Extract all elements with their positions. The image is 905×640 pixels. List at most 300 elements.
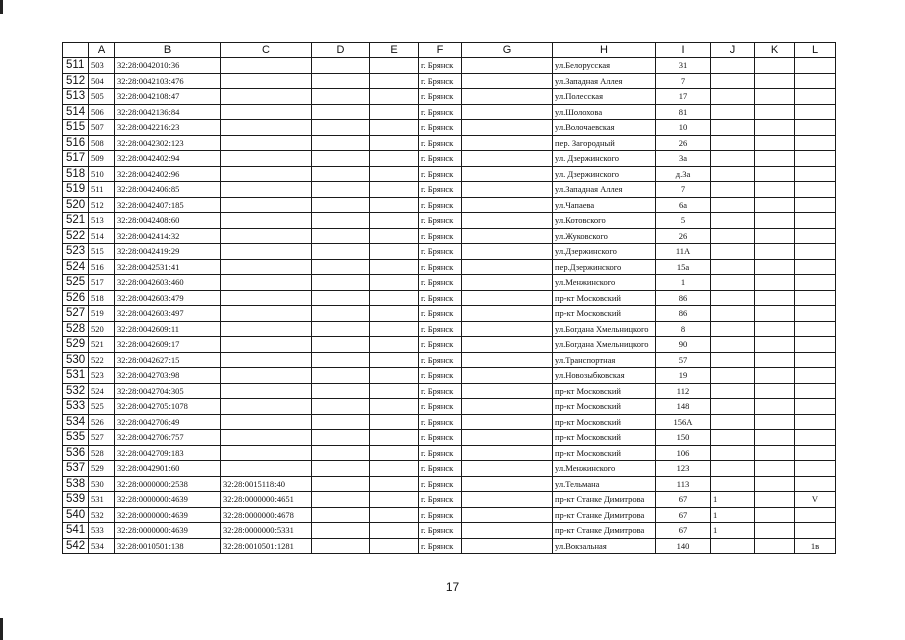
cell-b[interactable]: 32:28:0042609:17: [115, 337, 221, 353]
cell-d[interactable]: [312, 337, 370, 353]
cell-h[interactable]: пр-кт Московский: [553, 306, 656, 322]
cell-g[interactable]: [462, 259, 553, 275]
cell-b[interactable]: 32:28:0042103:476: [115, 73, 221, 89]
cell-i[interactable]: 10: [656, 120, 711, 136]
cell-j[interactable]: [711, 414, 755, 430]
cell-i[interactable]: 81: [656, 104, 711, 120]
row-header[interactable]: 530: [63, 352, 89, 368]
cell-k[interactable]: [755, 259, 795, 275]
cell-l[interactable]: [795, 337, 836, 353]
cell-k[interactable]: [755, 368, 795, 384]
cell-a[interactable]: 525: [89, 399, 115, 415]
cell-j[interactable]: [711, 337, 755, 353]
row-header[interactable]: 541: [63, 523, 89, 539]
row-header[interactable]: 535: [63, 430, 89, 446]
cell-j[interactable]: [711, 197, 755, 213]
cell-l[interactable]: [795, 213, 836, 229]
cell-d[interactable]: [312, 166, 370, 182]
cell-f[interactable]: г. Брянск: [419, 275, 462, 291]
row-header[interactable]: 513: [63, 89, 89, 105]
column-header-g[interactable]: G: [462, 43, 553, 58]
cell-e[interactable]: [370, 228, 419, 244]
cell-a[interactable]: 522: [89, 352, 115, 368]
cell-f[interactable]: г. Брянск: [419, 430, 462, 446]
column-header-k[interactable]: K: [755, 43, 795, 58]
cell-g[interactable]: [462, 368, 553, 384]
cell-d[interactable]: [312, 507, 370, 523]
cell-g[interactable]: [462, 414, 553, 430]
cell-c[interactable]: [221, 321, 312, 337]
cell-j[interactable]: [711, 538, 755, 554]
cell-e[interactable]: [370, 259, 419, 275]
cell-k[interactable]: [755, 492, 795, 508]
cell-e[interactable]: [370, 492, 419, 508]
cell-f[interactable]: г. Брянск: [419, 461, 462, 477]
cell-d[interactable]: [312, 89, 370, 105]
cell-j[interactable]: [711, 321, 755, 337]
cell-g[interactable]: [462, 275, 553, 291]
cell-c[interactable]: [221, 399, 312, 415]
cell-g[interactable]: [462, 399, 553, 415]
cell-c[interactable]: [221, 383, 312, 399]
cell-l[interactable]: [795, 321, 836, 337]
cell-e[interactable]: [370, 89, 419, 105]
cell-i[interactable]: 112: [656, 383, 711, 399]
cell-d[interactable]: [312, 414, 370, 430]
cell-g[interactable]: [462, 538, 553, 554]
cell-h[interactable]: ул.Котовского: [553, 213, 656, 229]
cell-b[interactable]: 32:28:0042531:41: [115, 259, 221, 275]
cell-g[interactable]: [462, 445, 553, 461]
cell-j[interactable]: [711, 383, 755, 399]
cell-a[interactable]: 521: [89, 337, 115, 353]
cell-e[interactable]: [370, 275, 419, 291]
cell-b[interactable]: 32:28:0000000:4639: [115, 492, 221, 508]
cell-d[interactable]: [312, 228, 370, 244]
cell-e[interactable]: [370, 352, 419, 368]
cell-g[interactable]: [462, 244, 553, 260]
column-header-i[interactable]: I: [656, 43, 711, 58]
cell-f[interactable]: г. Брянск: [419, 523, 462, 539]
row-header[interactable]: 528: [63, 321, 89, 337]
cell-k[interactable]: [755, 73, 795, 89]
cell-h[interactable]: ул.Шолохова: [553, 104, 656, 120]
cell-k[interactable]: [755, 445, 795, 461]
cell-k[interactable]: [755, 151, 795, 167]
cell-k[interactable]: [755, 228, 795, 244]
cell-g[interactable]: [462, 507, 553, 523]
cell-k[interactable]: [755, 275, 795, 291]
cell-l[interactable]: [795, 120, 836, 136]
cell-d[interactable]: [312, 538, 370, 554]
cell-j[interactable]: [711, 275, 755, 291]
cell-b[interactable]: 32:28:0042603:479: [115, 290, 221, 306]
cell-j[interactable]: [711, 430, 755, 446]
cell-i[interactable]: д.3а: [656, 166, 711, 182]
cell-l[interactable]: [795, 135, 836, 151]
cell-c[interactable]: [221, 306, 312, 322]
cell-i[interactable]: 106: [656, 445, 711, 461]
cell-a[interactable]: 515: [89, 244, 115, 260]
cell-k[interactable]: [755, 89, 795, 105]
cell-k[interactable]: [755, 290, 795, 306]
row-header[interactable]: 521: [63, 213, 89, 229]
cell-g[interactable]: [462, 135, 553, 151]
cell-c[interactable]: [221, 445, 312, 461]
cell-h[interactable]: ул.Менжинского: [553, 461, 656, 477]
cell-c[interactable]: [221, 275, 312, 291]
row-header[interactable]: 520: [63, 197, 89, 213]
cell-j[interactable]: [711, 182, 755, 198]
cell-k[interactable]: [755, 321, 795, 337]
cell-e[interactable]: [370, 120, 419, 136]
cell-j[interactable]: [711, 399, 755, 415]
cell-g[interactable]: [462, 73, 553, 89]
cell-l[interactable]: [795, 89, 836, 105]
cell-l[interactable]: [795, 290, 836, 306]
cell-k[interactable]: [755, 538, 795, 554]
cell-i[interactable]: 123: [656, 461, 711, 477]
cell-l[interactable]: [795, 166, 836, 182]
cell-d[interactable]: [312, 104, 370, 120]
cell-b[interactable]: 32:28:0000000:4639: [115, 507, 221, 523]
cell-j[interactable]: [711, 461, 755, 477]
cell-b[interactable]: 32:28:0042603:497: [115, 306, 221, 322]
row-header[interactable]: 526: [63, 290, 89, 306]
cell-c[interactable]: [221, 228, 312, 244]
cell-b[interactable]: 32:28:0042010:36: [115, 58, 221, 74]
cell-e[interactable]: [370, 151, 419, 167]
cell-j[interactable]: 1: [711, 492, 755, 508]
cell-k[interactable]: [755, 414, 795, 430]
cell-f[interactable]: г. Брянск: [419, 368, 462, 384]
cell-h[interactable]: пр-кт Московский: [553, 383, 656, 399]
cell-j[interactable]: [711, 58, 755, 74]
row-header[interactable]: 536: [63, 445, 89, 461]
column-header-c[interactable]: C: [221, 43, 312, 58]
row-header[interactable]: 533: [63, 399, 89, 415]
column-header-e[interactable]: E: [370, 43, 419, 58]
cell-e[interactable]: [370, 337, 419, 353]
row-header[interactable]: 515: [63, 120, 89, 136]
cell-l[interactable]: [795, 507, 836, 523]
cell-a[interactable]: 518: [89, 290, 115, 306]
cell-a[interactable]: 526: [89, 414, 115, 430]
cell-l[interactable]: [795, 244, 836, 260]
cell-b[interactable]: 32:28:0042402:94: [115, 151, 221, 167]
cell-h[interactable]: ул.Жуковского: [553, 228, 656, 244]
cell-c[interactable]: [221, 120, 312, 136]
cell-a[interactable]: 531: [89, 492, 115, 508]
cell-i[interactable]: 90: [656, 337, 711, 353]
cell-a[interactable]: 504: [89, 73, 115, 89]
cell-k[interactable]: [755, 244, 795, 260]
cell-h[interactable]: ул. Дзержинского: [553, 151, 656, 167]
cell-l[interactable]: [795, 151, 836, 167]
cell-g[interactable]: [462, 337, 553, 353]
row-header[interactable]: 518: [63, 166, 89, 182]
cell-h[interactable]: ул. Дзержинского: [553, 166, 656, 182]
cell-k[interactable]: [755, 430, 795, 446]
cell-l[interactable]: [795, 383, 836, 399]
cell-i[interactable]: 5: [656, 213, 711, 229]
cell-k[interactable]: [755, 182, 795, 198]
cell-g[interactable]: [462, 166, 553, 182]
cell-c[interactable]: [221, 337, 312, 353]
cell-b[interactable]: 32:28:0042709:183: [115, 445, 221, 461]
cell-i[interactable]: 156А: [656, 414, 711, 430]
cell-i[interactable]: 31: [656, 58, 711, 74]
cell-c[interactable]: [221, 104, 312, 120]
cell-a[interactable]: 505: [89, 89, 115, 105]
cell-b[interactable]: 32:28:0042609:11: [115, 321, 221, 337]
cell-c[interactable]: [221, 461, 312, 477]
cell-d[interactable]: [312, 259, 370, 275]
cell-d[interactable]: [312, 135, 370, 151]
cell-a[interactable]: 532: [89, 507, 115, 523]
cell-h[interactable]: ул.Западная Аллея: [553, 73, 656, 89]
cell-i[interactable]: 26: [656, 228, 711, 244]
cell-h[interactable]: пр-кт Московский: [553, 445, 656, 461]
cell-c[interactable]: [221, 73, 312, 89]
cell-k[interactable]: [755, 166, 795, 182]
cell-e[interactable]: [370, 135, 419, 151]
cell-l[interactable]: [795, 399, 836, 415]
cell-c[interactable]: [221, 290, 312, 306]
column-header-j[interactable]: J: [711, 43, 755, 58]
cell-h[interactable]: пер.Дзержинского: [553, 259, 656, 275]
cell-f[interactable]: г. Брянск: [419, 321, 462, 337]
cell-h[interactable]: ул.Дзержинского: [553, 244, 656, 260]
row-header[interactable]: 514: [63, 104, 89, 120]
cell-l[interactable]: V: [795, 492, 836, 508]
cell-c[interactable]: [221, 244, 312, 260]
cell-k[interactable]: [755, 58, 795, 74]
cell-k[interactable]: [755, 399, 795, 415]
cell-b[interactable]: 32:28:0042136:84: [115, 104, 221, 120]
cell-j[interactable]: [711, 352, 755, 368]
cell-a[interactable]: 503: [89, 58, 115, 74]
column-header-a[interactable]: A: [89, 43, 115, 58]
cell-f[interactable]: г. Брянск: [419, 352, 462, 368]
cell-i[interactable]: 6а: [656, 197, 711, 213]
cell-e[interactable]: [370, 383, 419, 399]
row-header[interactable]: 527: [63, 306, 89, 322]
cell-g[interactable]: [462, 430, 553, 446]
cell-b[interactable]: 32:28:0042302:123: [115, 135, 221, 151]
cell-i[interactable]: 7: [656, 73, 711, 89]
cell-i[interactable]: 86: [656, 306, 711, 322]
cell-g[interactable]: [462, 89, 553, 105]
cell-l[interactable]: [795, 197, 836, 213]
cell-i[interactable]: 1: [656, 275, 711, 291]
cell-b[interactable]: 32:28:0042216:23: [115, 120, 221, 136]
cell-d[interactable]: [312, 430, 370, 446]
cell-l[interactable]: [795, 104, 836, 120]
cell-d[interactable]: [312, 151, 370, 167]
cell-e[interactable]: [370, 104, 419, 120]
cell-e[interactable]: [370, 368, 419, 384]
row-header[interactable]: 537: [63, 461, 89, 477]
cell-g[interactable]: [462, 383, 553, 399]
cell-k[interactable]: [755, 213, 795, 229]
cell-j[interactable]: [711, 445, 755, 461]
cell-l[interactable]: [795, 228, 836, 244]
cell-d[interactable]: [312, 368, 370, 384]
cell-e[interactable]: [370, 461, 419, 477]
cell-c[interactable]: [221, 352, 312, 368]
cell-i[interactable]: 113: [656, 476, 711, 492]
cell-g[interactable]: [462, 151, 553, 167]
cell-f[interactable]: г. Брянск: [419, 58, 462, 74]
cell-h[interactable]: ул.Богдана Хмельницкого: [553, 321, 656, 337]
cell-c[interactable]: [221, 166, 312, 182]
cell-k[interactable]: [755, 197, 795, 213]
cell-c[interactable]: 32:28:0015118:40: [221, 476, 312, 492]
cell-a[interactable]: 513: [89, 213, 115, 229]
cell-f[interactable]: г. Брянск: [419, 476, 462, 492]
cell-a[interactable]: 516: [89, 259, 115, 275]
cell-c[interactable]: [221, 259, 312, 275]
cell-b[interactable]: 32:28:0042703:98: [115, 368, 221, 384]
row-header[interactable]: 524: [63, 259, 89, 275]
cell-k[interactable]: [755, 383, 795, 399]
cell-b[interactable]: 32:28:0042706:757: [115, 430, 221, 446]
cell-b[interactable]: 32:28:0042419:29: [115, 244, 221, 260]
cell-j[interactable]: [711, 244, 755, 260]
cell-c[interactable]: [221, 368, 312, 384]
cell-g[interactable]: [462, 321, 553, 337]
cell-l[interactable]: [795, 461, 836, 477]
cell-h[interactable]: ул.Богдана Хмельницкого: [553, 337, 656, 353]
cell-e[interactable]: [370, 306, 419, 322]
cell-a[interactable]: 511: [89, 182, 115, 198]
cell-l[interactable]: [795, 275, 836, 291]
cell-a[interactable]: 524: [89, 383, 115, 399]
row-header[interactable]: 540: [63, 507, 89, 523]
cell-j[interactable]: [711, 151, 755, 167]
cell-c[interactable]: 32:28:0010501:1281: [221, 538, 312, 554]
cell-h[interactable]: пр-кт Станке Димитрова: [553, 507, 656, 523]
cell-d[interactable]: [312, 321, 370, 337]
cell-c[interactable]: [221, 182, 312, 198]
cell-f[interactable]: г. Брянск: [419, 414, 462, 430]
row-header[interactable]: 531: [63, 368, 89, 384]
cell-j[interactable]: [711, 290, 755, 306]
cell-c[interactable]: [221, 58, 312, 74]
cell-h[interactable]: пр-кт Московский: [553, 399, 656, 415]
row-header[interactable]: 519: [63, 182, 89, 198]
cell-d[interactable]: [312, 476, 370, 492]
row-header[interactable]: 511: [63, 58, 89, 74]
cell-h[interactable]: ул.Западная Аллея: [553, 182, 656, 198]
cell-h[interactable]: пр-кт Московский: [553, 290, 656, 306]
column-header-b[interactable]: B: [115, 43, 221, 58]
cell-h[interactable]: ул.Чапаева: [553, 197, 656, 213]
cell-j[interactable]: [711, 368, 755, 384]
cell-e[interactable]: [370, 321, 419, 337]
cell-e[interactable]: [370, 166, 419, 182]
cell-h[interactable]: ул.Волочаевская: [553, 120, 656, 136]
cell-a[interactable]: 529: [89, 461, 115, 477]
column-header-f[interactable]: F: [419, 43, 462, 58]
cell-f[interactable]: г. Брянск: [419, 182, 462, 198]
row-header[interactable]: 517: [63, 151, 89, 167]
cell-e[interactable]: [370, 476, 419, 492]
cell-j[interactable]: [711, 228, 755, 244]
cell-d[interactable]: [312, 197, 370, 213]
cell-c[interactable]: 32:28:0000000:4651: [221, 492, 312, 508]
cell-e[interactable]: [370, 244, 419, 260]
cell-j[interactable]: [711, 89, 755, 105]
cell-b[interactable]: 32:28:0042408:60: [115, 213, 221, 229]
cell-h[interactable]: ул.Менжинского: [553, 275, 656, 291]
cell-g[interactable]: [462, 197, 553, 213]
cell-c[interactable]: [221, 213, 312, 229]
cell-a[interactable]: 510: [89, 166, 115, 182]
cell-h[interactable]: пр-кт Московский: [553, 414, 656, 430]
cell-c[interactable]: [221, 414, 312, 430]
cell-e[interactable]: [370, 507, 419, 523]
cell-i[interactable]: 26: [656, 135, 711, 151]
column-header-l[interactable]: L: [795, 43, 836, 58]
cell-b[interactable]: 32:28:0042603:460: [115, 275, 221, 291]
cell-i[interactable]: 8: [656, 321, 711, 337]
cell-c[interactable]: [221, 151, 312, 167]
cell-f[interactable]: г. Брянск: [419, 306, 462, 322]
cell-l[interactable]: [795, 259, 836, 275]
cell-e[interactable]: [370, 197, 419, 213]
cell-f[interactable]: г. Брянск: [419, 135, 462, 151]
cell-l[interactable]: [795, 430, 836, 446]
cell-a[interactable]: 514: [89, 228, 115, 244]
cell-f[interactable]: г. Брянск: [419, 120, 462, 136]
cell-g[interactable]: [462, 461, 553, 477]
cell-j[interactable]: [711, 306, 755, 322]
cell-k[interactable]: [755, 104, 795, 120]
cell-b[interactable]: 32:28:0042407:185: [115, 197, 221, 213]
cell-c[interactable]: 32:28:0000000:5331: [221, 523, 312, 539]
cell-k[interactable]: [755, 352, 795, 368]
cell-b[interactable]: 32:28:0042705:1078: [115, 399, 221, 415]
cell-j[interactable]: 1: [711, 507, 755, 523]
cell-e[interactable]: [370, 430, 419, 446]
cell-k[interactable]: [755, 306, 795, 322]
cell-b[interactable]: 32:28:0042406:85: [115, 182, 221, 198]
cell-d[interactable]: [312, 445, 370, 461]
row-header[interactable]: 522: [63, 228, 89, 244]
cell-f[interactable]: г. Брянск: [419, 151, 462, 167]
cell-j[interactable]: 1: [711, 523, 755, 539]
cell-e[interactable]: [370, 290, 419, 306]
cell-b[interactable]: 32:28:0042627:15: [115, 352, 221, 368]
row-header[interactable]: 539: [63, 492, 89, 508]
cell-g[interactable]: [462, 492, 553, 508]
row-header[interactable]: 529: [63, 337, 89, 353]
row-header[interactable]: 512: [63, 73, 89, 89]
cell-i[interactable]: 19: [656, 368, 711, 384]
row-header[interactable]: 516: [63, 135, 89, 151]
cell-a[interactable]: 523: [89, 368, 115, 384]
row-header[interactable]: 538: [63, 476, 89, 492]
cell-d[interactable]: [312, 383, 370, 399]
cell-b[interactable]: 32:28:0000000:2538: [115, 476, 221, 492]
cell-k[interactable]: [755, 135, 795, 151]
cell-e[interactable]: [370, 523, 419, 539]
cell-l[interactable]: [795, 414, 836, 430]
cell-a[interactable]: 508: [89, 135, 115, 151]
cell-i[interactable]: 86: [656, 290, 711, 306]
